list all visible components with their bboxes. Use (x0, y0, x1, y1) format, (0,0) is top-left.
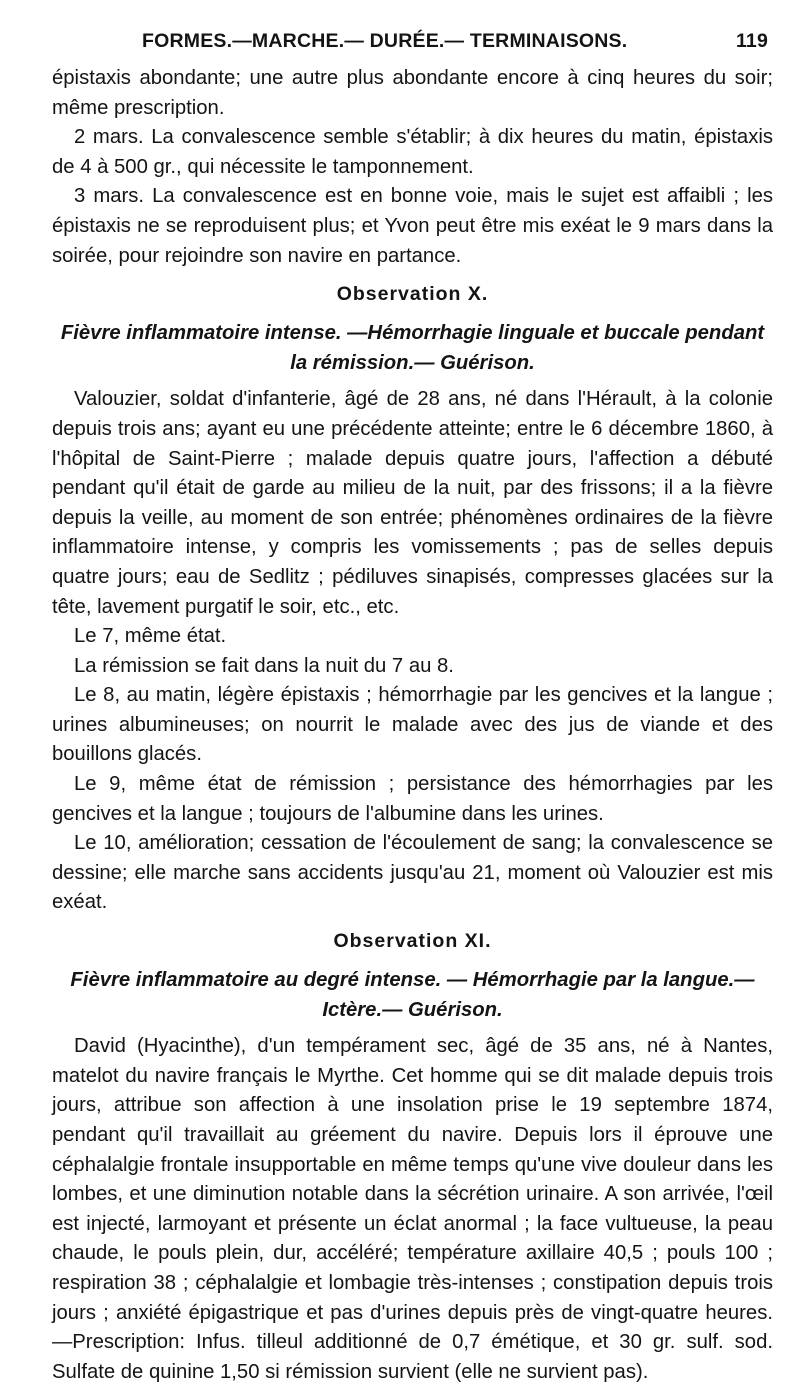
paragraph: Le 8, au matin, légère épistaxis ; hémorrhagie par les gencives et la langue ; urines albumineuses; on nourrit le malade avec des jus de viande et des bouillons glacés. (52, 684, 773, 766)
running-title: FORMES.—MARCHE.— DURÉE.— TERMINAISONS. (142, 30, 628, 52)
paragraph: David (Hyacinthe), d'un tempérament sec, âgé de 35 ans, né à Nantes, matelot du navire français le Myrthe. Cet homme qui se dit malade depuis trois jours, attribue son affection à une insolation prise le 19 septembre 1874, pendant qu'il travaillait au gréement du navire. Depuis lors il éprouve une céphalalgie frontale insupportable en même temps qu'une vive douleur dans les lombes, et une diminution notable dans la sécrétion urinaire. A son arrivée, l'œil est injecté, larmoyant et présente un éclat anormal ; la face vultueuse, la peau chaude, le pouls plein, dur, accéléré; température axillaire 40,5 ; pouls 100 ; respiration 38 ; céphalalgie et lombagie très-intenses ; constipation depuis trois jours ; anxiété épigastrique et pas d'urines depuis près de vingt-quatre heures.—Prescription: Infus. tilleul additionné de 0,7 émétique, et 30 gr. sulf. sod. Sulfate de quinine 1,50 si rémission survient (elle ne survient pas). (52, 1035, 773, 1383)
paragraph: Le 10, amélioration; cessation de l'écoulement de sang; la convalescence se dessine; elle marche sans accidents jusqu'au 21, moment où Valouzier est mis exéat. (52, 832, 773, 914)
observation-11 (52, 930, 773, 1387)
paragraph: épistaxis abondante; une autre plus abondante encore à cinq heures du soir; même prescription. (52, 67, 773, 119)
running-header (52, 30, 773, 64)
observation-subtitle: Fièvre inflammatoire au degré intense. — Hémorrhagie par la langue.— Ictère.— Guérison. (70, 969, 755, 1021)
paragraph: 3 mars. La convalescence est en bonne voie, mais le sujet est affaibli ; les épistaxis ne se reproduisent plus; et Yvon peut être mis exéat le 9 mars dans la soirée, pour rejoindre son navire en partance. (52, 185, 773, 267)
paragraph: Le 7, même état. (74, 625, 227, 648)
continuation-text (52, 64, 773, 271)
page-number: 119 (735, 30, 768, 52)
observation-heading: Observation X. (336, 283, 489, 306)
paragraph: 2 mars. La convalescence semble s'établir; à dix heures du matin, épistaxis de 4 à 500 gr., qui nécessite le tamponnement. (52, 126, 773, 178)
paragraph: Le 9, même état de rémission ; persistance des hémorrhagies par les gencives et la langue ; toujours de l'albumine dans les urines. (52, 773, 773, 825)
observation-10 (52, 283, 773, 918)
observation-subtitle: Fièvre inflammatoire intense. —Hémorrhagie linguale et buccale pendant la rémission.— Guérison. (60, 322, 765, 374)
paragraph: Valouzier, soldat d'infanterie, âgé de 28 ans, né dans l'Hérault, à la colonie depuis trois ans; ayant eu une précédente atteinte; entre le 6 décembre 1860, à l'hôpital de Saint-Pierre ; malade depuis quatre jours, l'affection a débuté pendant qu'il était de garde au milieu de la nuit, par des frissons; il a la fièvre depuis la veille, au moment de son entrée; phénomènes ordinaires de la fièvre inflammatoire intense, y compris les vomissements ; pas de selles depuis quatre jours; eau de Sedlitz ; pédiluves sinapisés, compresses glacées sur la tête, lavement purgatif le soir, etc., etc. (52, 388, 773, 618)
observation-heading: Observation XI. (333, 930, 492, 953)
paragraph: La rémission se fait dans la nuit du 7 au 8. (74, 654, 454, 677)
